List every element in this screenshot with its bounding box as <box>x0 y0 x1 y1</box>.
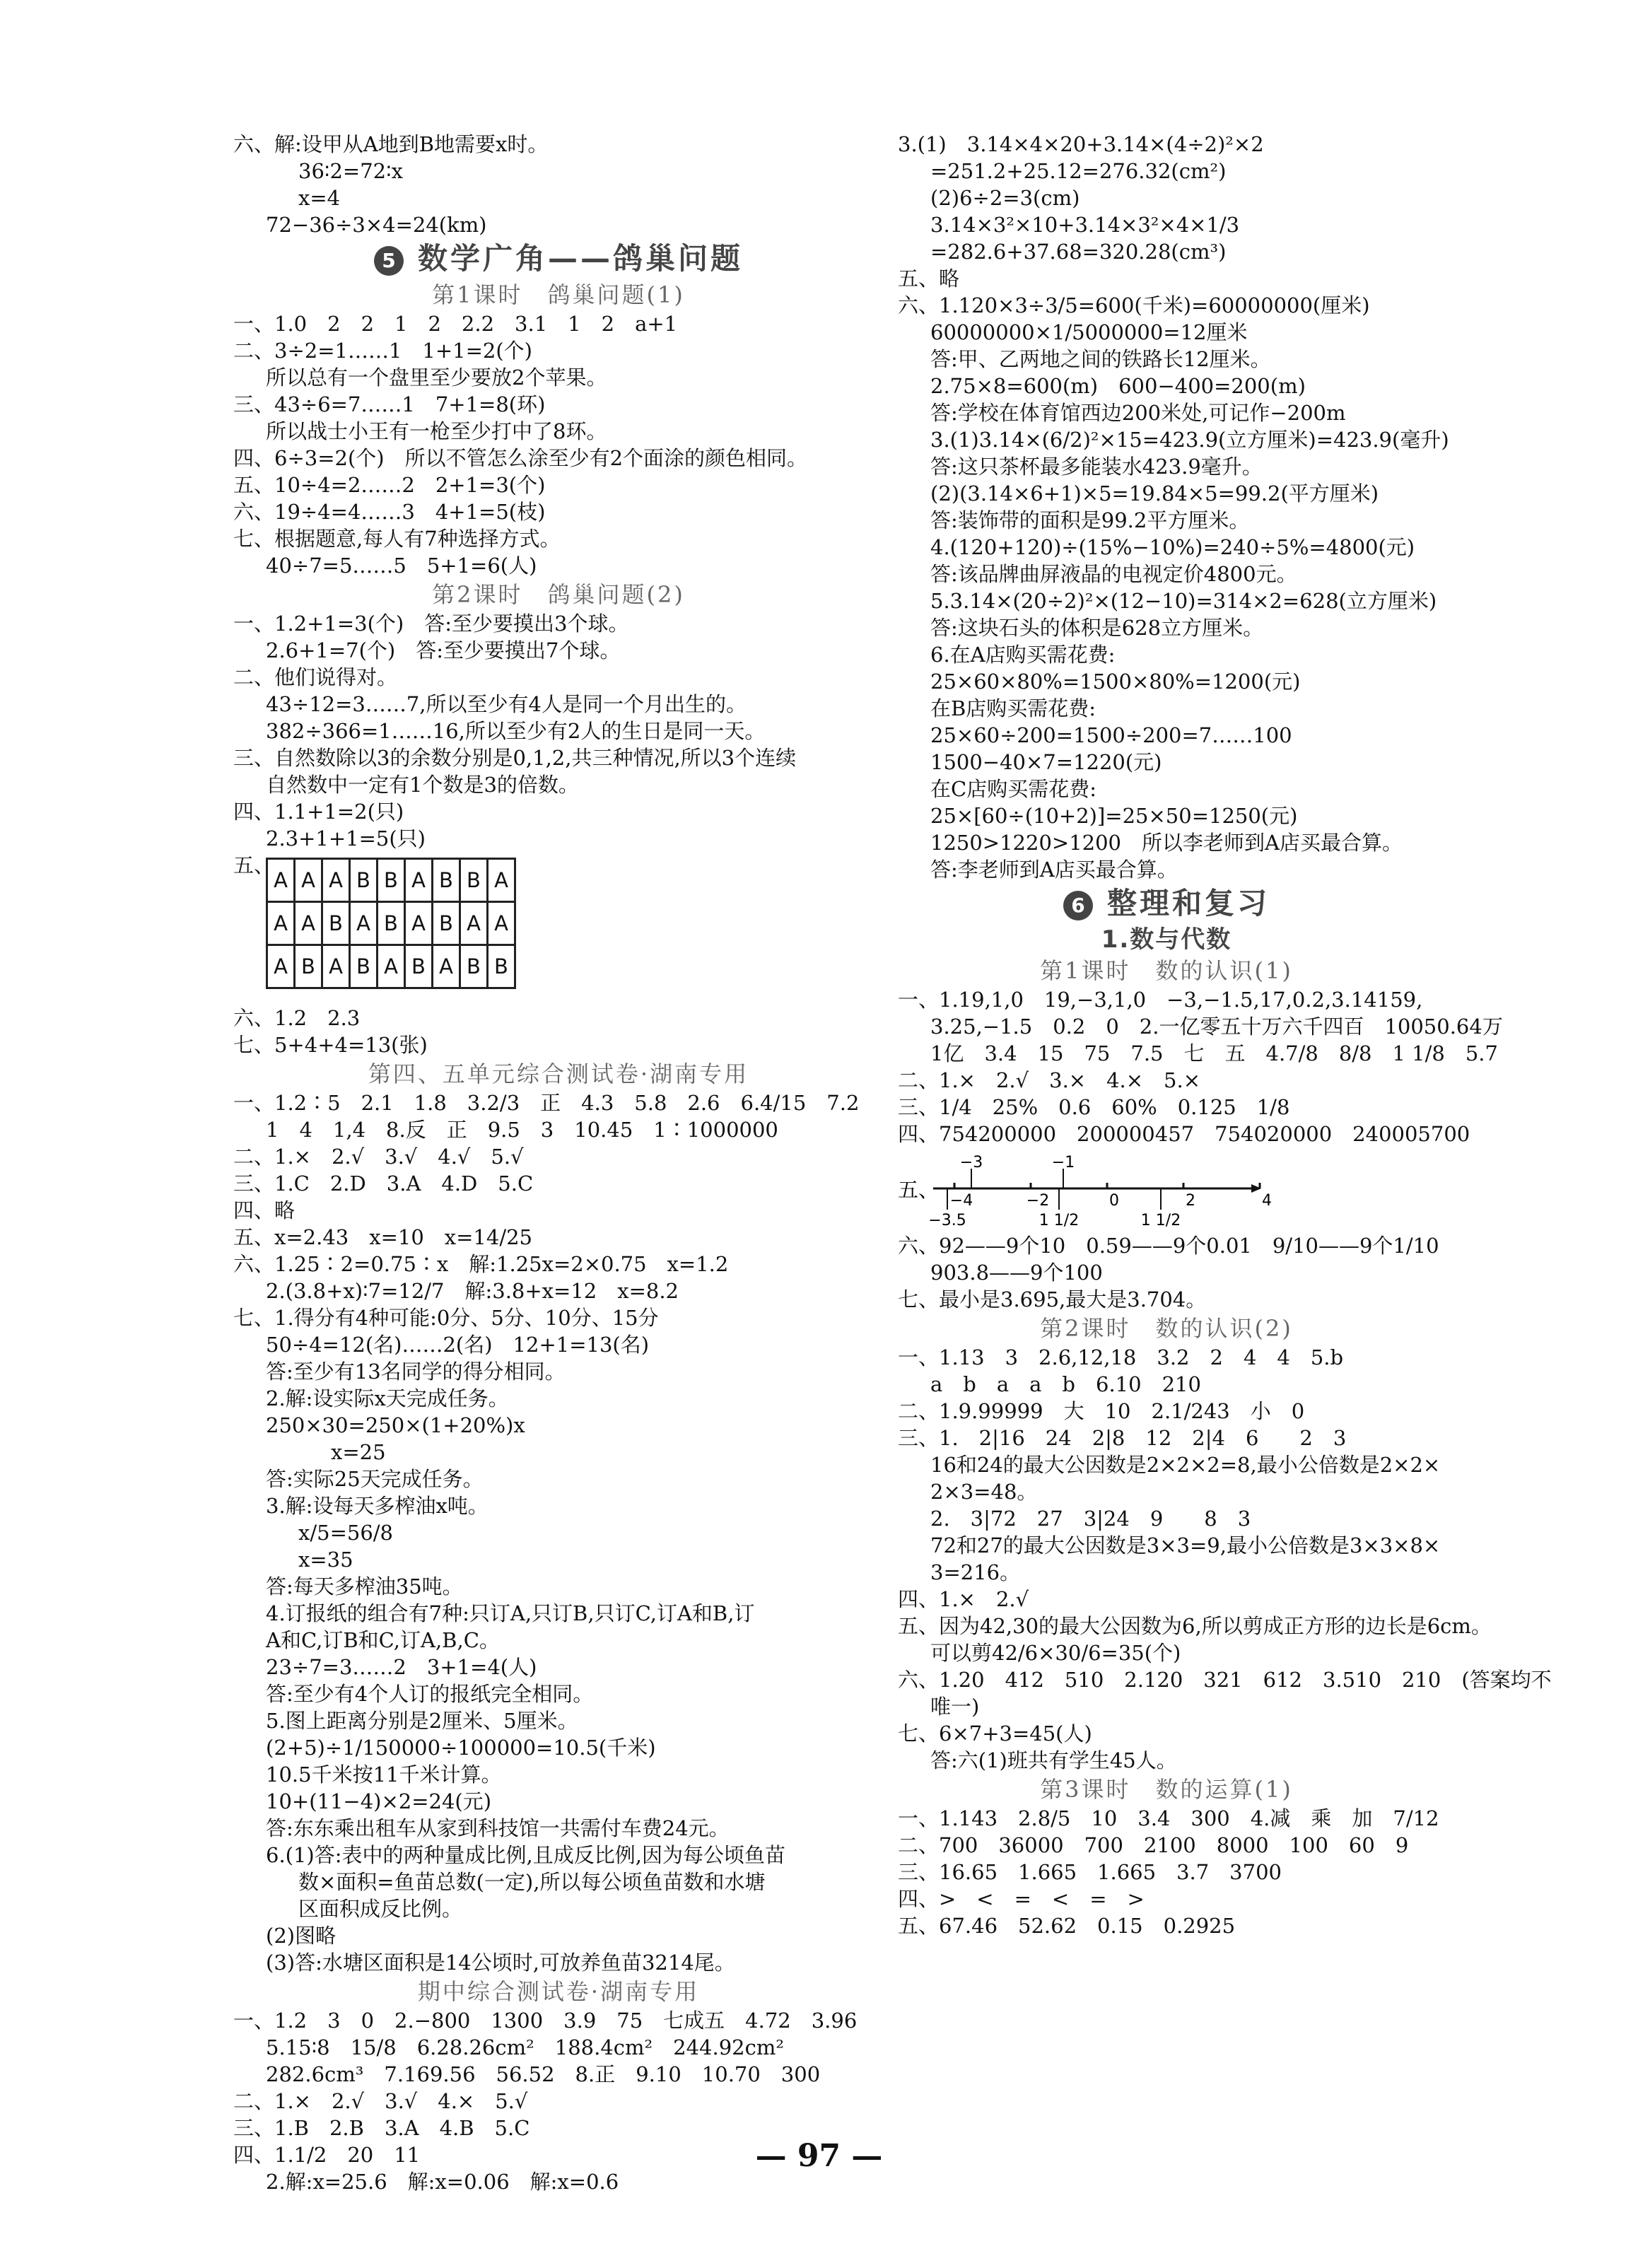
answer-line: 六、19÷4=4……3 4+1=5(枝) <box>233 500 546 524</box>
answer-line: 一、1.2 3 0 2.−800 1300 3.9 75 七成五 4.72 3.96 <box>233 2009 858 2033</box>
answer-line: 答:这块石头的体积是628立方厘米。 <box>930 616 1264 640</box>
answer-line: 六、1.25∶2=0.75∶x 解:1.25x=2×0.75 x=1.2 <box>233 1252 729 1276</box>
answer-line: 答:实际25天完成任务。 <box>266 1467 484 1491</box>
answer-line: 所以总有一个盘里至少要放2个苹果。 <box>266 366 607 390</box>
answer-line: 1亿 3.4 15 75 7.5 七 五 4.7/8 8/8 1 1/8 5.7 <box>930 1041 1498 1065</box>
answer-line: 七、6×7+3=45(人) <box>898 1722 1092 1746</box>
answer-line: 答:至少有4个人订的报纸完全相同。 <box>266 1682 594 1706</box>
question-label: 五、 <box>233 853 275 877</box>
answer-line: 25×60÷200=1500÷200=7……100 <box>930 723 1292 747</box>
chapter-title: 数学广角——鸽巢问题 <box>417 241 743 276</box>
mark-label-below: −3.5 <box>928 1212 966 1229</box>
answer-line: 七、根据题意,每人有7种选择方式。 <box>233 527 561 551</box>
mark-label-above: −3 <box>959 1154 983 1171</box>
grid-cell: A <box>267 945 295 988</box>
question-label: 五、 <box>898 1178 940 1202</box>
answer-line: 903.8——9个100 <box>930 1261 1103 1285</box>
table-row <box>267 859 515 902</box>
answer-line: 1250>1220>1200 所以李老师到A店买最合算。 <box>930 831 1403 855</box>
answer-line: (2)图略 <box>266 1924 337 1948</box>
grid-cell: B <box>460 859 488 902</box>
answer-line: 答:东东乘出租车从家到科技馆一共需付车费24元。 <box>266 1816 730 1840</box>
number-line-tick-label: 2 <box>1186 1192 1195 1210</box>
answer-line: 10+(11−4)×2=24(元) <box>266 1789 492 1813</box>
grid-cell: A <box>322 945 350 988</box>
answer-line: 四、1.1/2 20 11 <box>233 2143 421 2167</box>
answer-line: a b a a b 6.10 210 <box>930 1372 1201 1396</box>
answer-line: (2)6÷2=3(cm) <box>930 186 1080 210</box>
number-line-tick-label: 4 <box>1262 1192 1272 1210</box>
answer-line: 三、16.65 1.665 1.665 3.7 3700 <box>898 1860 1282 1884</box>
answer-line: 答:该品牌曲屏液晶的电视定价4800元。 <box>930 562 1297 586</box>
ab-grid-block <box>233 852 884 1005</box>
answer-line: 16和24的最大公因数是2×2×2=8,最小公倍数是2×2× <box>930 1453 1441 1477</box>
answer-line: 五、10÷4=2……2 2+1=3(个) <box>233 473 546 497</box>
grid-cell: A <box>405 859 433 902</box>
answer-line: 答:六(1)班共有学生45人。 <box>930 1748 1177 1772</box>
grid-cell: A <box>267 859 295 902</box>
answer-line: (2+5)÷1/150000÷100000=10.5(千米) <box>266 1736 656 1760</box>
answer-line: 10.5千米按11千米计算。 <box>266 1763 502 1787</box>
answer-line: 五、略 <box>898 267 960 291</box>
answer-line: 四、6÷3=2(个) 所以不管怎么涂至少有2个面涂的颜色相同。 <box>233 446 808 470</box>
chapter-heading <box>233 238 884 279</box>
answer-line: 六、1.120×3÷3/5=600(千米)=60000000(厘米) <box>898 293 1370 317</box>
answer-line: 可以剪42/6×30/6=35(个) <box>930 1641 1181 1665</box>
chapter-number-badge: 6 <box>1063 891 1093 920</box>
answer-line: 2.解:设实际x天完成任务。 <box>266 1386 509 1410</box>
number-line-figure <box>898 1147 1435 1232</box>
section-heading: 1.数与代数 <box>1101 925 1232 954</box>
answer-line: 72−36÷3×4=24(km) <box>266 213 487 237</box>
answer-line: 答:每天多榨油35吨。 <box>266 1574 463 1598</box>
answer-line: 六、1.2 2.3 <box>233 1006 361 1030</box>
grid-cell: B <box>378 902 405 945</box>
chapter-number-badge: 5 <box>374 246 404 276</box>
answer-line: 答:这只茶杯最多能装水423.9毫升。 <box>930 455 1263 479</box>
table-row <box>267 902 515 945</box>
grid-cell: B <box>433 902 460 945</box>
answer-line: 三、1/4 25% 0.6 60% 0.125 1/8 <box>898 1095 1290 1119</box>
ab-grid-table <box>266 858 516 989</box>
answer-line: (2)(3.14×6+1)×5=19.84×5=99.2(平方厘米) <box>930 481 1379 505</box>
answer-line: 唯一) <box>930 1695 980 1719</box>
answer-line: 所以战士小王有一枪至少打中了8环。 <box>266 419 607 443</box>
answer-line: 3.解:设每天多榨油x吨。 <box>266 1494 489 1518</box>
answer-line: 72和27的最大公因数是3×3=9,最小公倍数是3×3×8× <box>930 1533 1441 1557</box>
answer-line: 6.在A店购买需花费: <box>930 643 1116 667</box>
answer-line: 三、1.B 2.B 3.A 4.B 5.C <box>233 2116 530 2140</box>
answer-line: 3.(1) 3.14×4×20+3.14×(4÷2)²×2 <box>898 132 1264 156</box>
answer-line: 382÷366=1……16,所以至少有2人的生日是同一天。 <box>266 719 766 743</box>
mark-label-below: 1 1/2 <box>1039 1212 1080 1229</box>
number-line-svg <box>898 1147 1294 1232</box>
answer-line: 36∶2=72∶x <box>298 159 404 183</box>
number-line-tick-label: −4 <box>949 1192 973 1210</box>
answer-line: 60000000×1/5000000=12厘米 <box>930 320 1248 344</box>
answer-line: 六、1.20 412 510 2.120 321 612 3.510 210 (答案均不 <box>898 1668 1552 1692</box>
answer-line: 在B店购买需花费: <box>930 696 1096 720</box>
answer-line: 二、700 36000 700 2100 8000 100 60 9 <box>898 1833 1409 1857</box>
table-row <box>267 945 515 988</box>
answer-line: 40÷7=5……5 5+1=6(人) <box>266 554 537 578</box>
answer-line: 2.3+1+1=5(只) <box>266 826 426 850</box>
answer-line: 一、1.13 3 2.6,12,18 3.2 2 4 4 5.b <box>898 1345 1344 1369</box>
answer-line: 数×面积=鱼苗总数(一定),所以每公顷鱼苗数和水塘 <box>298 1870 766 1894</box>
answer-line: 25×60×80%=1500×80%=1200(元) <box>930 670 1301 694</box>
number-line-tick-label: 0 <box>1109 1192 1119 1210</box>
left-column <box>233 131 884 2195</box>
answer-line: 282.6cm³ 7.169.56 56.52 8.正 9.10 10.70 300 <box>266 2062 821 2086</box>
grid-cell: B <box>460 945 488 988</box>
answer-line: 一、1.2∶5 2.1 1.8 3.2/3 正 4.3 5.8 2.6 6.4/15 7.2 <box>233 1091 860 1115</box>
answer-line: =282.6+37.68=320.28(cm³) <box>930 240 1227 264</box>
answer-line: 3.(1)3.14×(6/2)²×15=423.9(立方厘米)=423.9(毫升) <box>930 428 1449 452</box>
grid-cell: A <box>460 902 488 945</box>
answer-line: x=25 <box>331 1440 386 1464</box>
mark-label-below: 1 1/2 <box>1140 1212 1181 1229</box>
answer-line: 二、1.9.99999 大 10 2.1/243 小 0 <box>898 1399 1305 1423</box>
grid-cell: B <box>322 902 350 945</box>
grid-cell: B <box>350 945 378 988</box>
answer-line: 四、1.× 2.√ <box>898 1587 1029 1611</box>
grid-cell: A <box>488 902 515 945</box>
answer-line: 一、1.143 2.8/5 10 3.4 300 4.减 乘 加 7/12 <box>898 1806 1439 1830</box>
answer-line: 4.(120+120)÷(15%−10%)=240÷5%=4800(元) <box>930 535 1415 559</box>
answer-line: 2. 3|72 27 3|24 9 8 3 <box>930 1507 1251 1531</box>
answer-line: A和C,订B和C,订A,B,C。 <box>266 1628 500 1652</box>
answer-line: 2.75×8=600(m) 600−400=200(m) <box>930 374 1306 398</box>
answer-line: x/5=56/8 <box>298 1521 393 1545</box>
test-heading: 第四、五单元综合测试卷·湖南专用 <box>368 1060 749 1087</box>
grid-cell: B <box>433 859 460 902</box>
answer-line: 五、x=2.43 x=10 x=14/25 <box>233 1225 533 1249</box>
lesson-heading: 第3课时 数的运算(1) <box>1040 1776 1293 1803</box>
answer-line: 四、略 <box>233 1198 296 1222</box>
answer-line: 23÷7=3……2 3+1=4(人) <box>266 1655 537 1679</box>
answer-line: 5.图上距离分别是2厘米、5厘米。 <box>266 1709 578 1733</box>
answer-line: 一、1.0 2 2 1 2 2.2 3.1 1 2 a+1 <box>233 312 678 336</box>
grid-cell: A <box>295 859 322 902</box>
grid-cell: A <box>267 902 295 945</box>
answer-line: 二、他们说得对。 <box>233 665 398 689</box>
test-heading: 期中综合测试卷·湖南专用 <box>417 1978 700 2005</box>
answer-line: 三、自然数除以3的余数分别是0,1,2,共三种情况,所以3个连续 <box>233 746 797 770</box>
answer-line: 5.3.14×(20÷2)²×(12−10)=314×2=628(立方厘米) <box>930 589 1437 613</box>
answer-line: 6.(1)答:表中的两种量成比例,且成反比例,因为每公顷鱼苗 <box>266 1843 785 1867</box>
answer-line: 四、1.1+1=2(只) <box>233 800 404 824</box>
grid-cell: B <box>488 945 515 988</box>
answer-line: 五、因为42,30的最大公因数为6,所以剪成正方形的边长是6cm。 <box>898 1614 1492 1638</box>
grid-cell: A <box>322 859 350 902</box>
answer-line: 三、1. 2|16 24 2|8 12 2|4 6 2 3 <box>898 1426 1347 1450</box>
answer-line: 25×[60÷(10+2)]=25×50=1250(元) <box>930 804 1298 828</box>
answer-line: 七、5+4+4=13(张) <box>233 1033 428 1057</box>
answer-line: 一、1.2+1=3(个) 答:至少要摸出3个球。 <box>233 612 629 636</box>
lesson-heading: 第1课时 鸽巢问题(1) <box>432 281 685 308</box>
answer-line: 二、1.× 2.√ 3.× 4.× 5.× <box>898 1068 1201 1092</box>
answer-line: 1500−40×7=1220(元) <box>930 750 1162 774</box>
grid-cell: A <box>378 945 405 988</box>
answer-line: 二、3÷2=1……1 1+1=2(个) <box>233 339 532 363</box>
answer-line: 50÷4=12(名)……2(名) 12+1=13(名) <box>266 1333 650 1357</box>
answer-line: 3.25,−1.5 0.2 0 2.一亿零五十万六千四百 10050.64万 <box>930 1015 1503 1039</box>
answer-line: 区面积成反比例。 <box>298 1897 463 1921</box>
answer-line: 七、1.得分有4种可能:0分、5分、10分、15分 <box>233 1306 659 1330</box>
grid-cell: A <box>405 902 433 945</box>
answer-line: 四、> < = < = > <box>898 1887 1145 1911</box>
answer-line: 3=216。 <box>930 1560 1021 1584</box>
answer-line: 答:至少有13名同学的得分相同。 <box>266 1360 566 1384</box>
answer-line: 250×30=250×(1+20%)x <box>266 1413 525 1437</box>
grid-cell: B <box>295 945 322 988</box>
answer-line: 四、754200000 200000457 754020000 240005700 <box>898 1122 1470 1146</box>
answer-line: 3.14×3²×10+3.14×3²×4×1/3 <box>930 213 1240 237</box>
answer-line: 五、67.46 52.62 0.15 0.2925 <box>898 1914 1236 1938</box>
answer-line: 4.订报纸的组合有7种:只订A,只订B,只订C,订A和B,订 <box>266 1601 755 1625</box>
answer-line: (3)答:水塘区面积是14公顷时,可放养鱼苗3214尾。 <box>266 1951 735 1975</box>
answer-line: 2.(3.8+x)∶7=12/7 解:3.8+x=12 x=8.2 <box>266 1279 679 1303</box>
answer-line: 六、解:设甲从A地到B地需要x时。 <box>233 132 549 156</box>
grid-cell: A <box>350 902 378 945</box>
grid-cell: B <box>350 859 378 902</box>
grid-cell: B <box>405 945 433 988</box>
answer-line: x=4 <box>298 186 341 210</box>
answer-line: 答:甲、乙两地之间的铁路长12厘米。 <box>930 347 1271 371</box>
answer-line: 答:李老师到A店买最合算。 <box>930 858 1178 882</box>
answer-line: 二、1.× 2.√ 3.√ 4.√ 5.√ <box>233 1145 524 1169</box>
answer-line: 5.15∶8 15/8 6.28.26cm² 188.4cm² 244.92cm² <box>266 2035 784 2059</box>
answer-line: 六、92——9个10 0.59——9个0.01 9/10——9个1/10 <box>898 1234 1439 1258</box>
answer-line: 三、43÷6=7……1 7+1=8(环) <box>233 392 546 416</box>
answer-line: x=35 <box>298 1548 353 1572</box>
grid-cell: A <box>488 859 515 902</box>
answer-line: 1 4 1,4 8.反 正 9.5 3 10.45 1∶1000000 <box>266 1118 778 1142</box>
answer-line: 在C店购买需花费: <box>930 777 1096 801</box>
answer-line: 七、最小是3.695,最大是3.704。 <box>898 1287 1207 1311</box>
answer-line: 43÷12=3……7,所以至少有4人是同一个月出生的。 <box>266 692 747 716</box>
lesson-heading: 第2课时 数的认识(2) <box>1040 1315 1293 1342</box>
answer-line: 二、1.× 2.√ 3.√ 4.× 5.√ <box>233 2089 528 2113</box>
answer-line: 答:装饰带的面积是99.2平方厘米。 <box>930 508 1250 532</box>
lesson-heading: 第1课时 数的认识(1) <box>1040 957 1293 984</box>
answer-line: 三、1.C 2.D 3.A 4.D 5.C <box>233 1171 534 1196</box>
answer-line: 自然数中一定有1个数是3的倍数。 <box>266 773 579 797</box>
answer-line: =251.2+25.12=276.32(cm²) <box>930 159 1227 183</box>
grid-cell: B <box>378 859 405 902</box>
grid-cell: A <box>433 945 460 988</box>
answer-line: 答:学校在体育馆西边200米处,可记作−200m <box>930 401 1346 425</box>
mark-label-above: −1 <box>1051 1154 1075 1171</box>
number-line-tick-label: −2 <box>1026 1192 1050 1210</box>
grid-cell: A <box>295 902 322 945</box>
right-column <box>898 131 1552 1939</box>
answer-line: 一、1.19,1,0 19,−3,1,0 −3,−1.5,17,0.2,3.14159, <box>898 988 1423 1012</box>
answer-line: 2×3=48。 <box>930 1480 1038 1504</box>
chapter-title: 整理和复习 <box>1106 886 1270 920</box>
lesson-heading: 第2课时 鸽巢问题(2) <box>432 581 685 608</box>
answer-line: 2.6+1=7(个) 答:至少要摸出7个球。 <box>266 638 621 662</box>
page-number: — 97 — <box>755 2138 883 2174</box>
answer-line: 2.解:x=25.6 解:x=0.06 解:x=0.6 <box>266 2170 619 2194</box>
chapter-heading <box>898 883 1435 924</box>
